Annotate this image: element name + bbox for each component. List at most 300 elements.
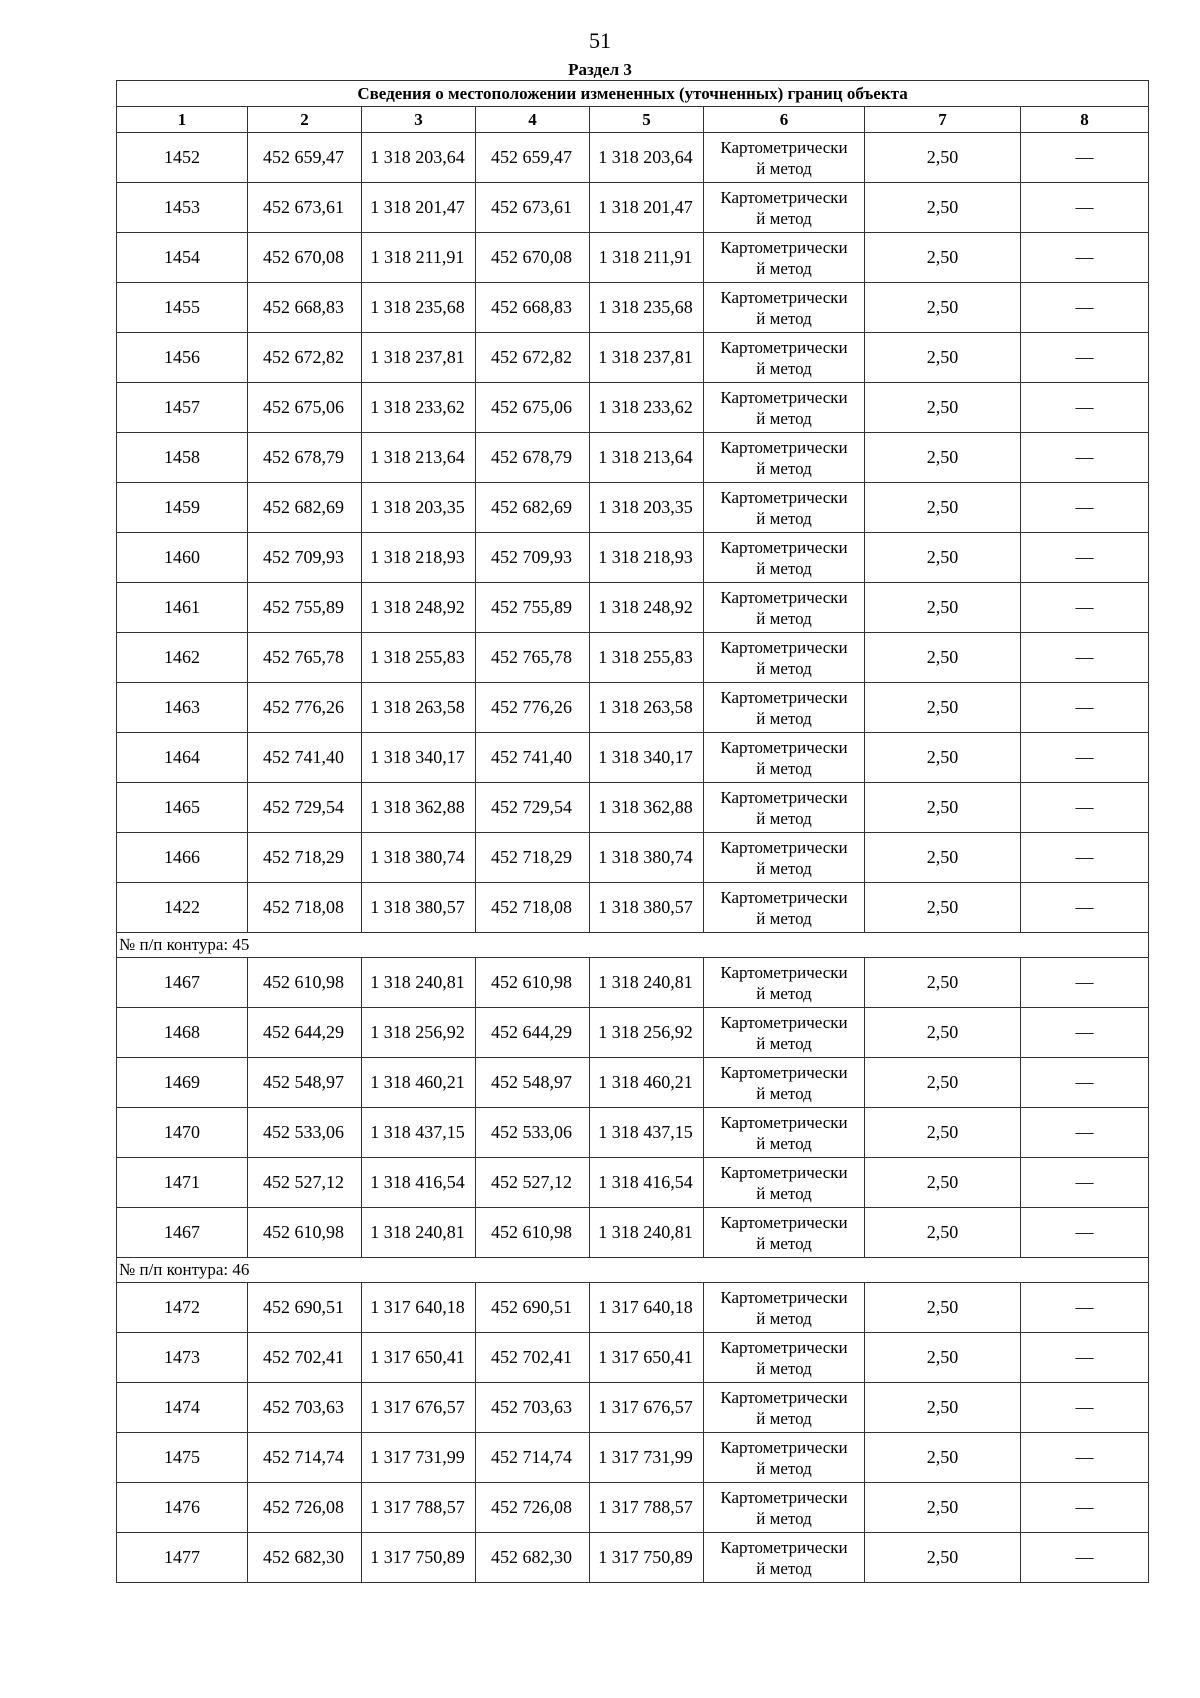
accuracy-cell: 2,50: [865, 733, 1021, 783]
accuracy-cell: 2,50: [865, 1533, 1021, 1583]
refined-x-cell: 452 610,98: [476, 958, 590, 1008]
point-number-cell: 1454: [117, 233, 248, 283]
existing-y-cell: 1 318 201,47: [362, 183, 476, 233]
page-number: 51: [589, 28, 611, 53]
point-number-cell: 1469: [117, 1058, 248, 1108]
table-row: [117, 883, 1149, 933]
point-number-cell: 1474: [117, 1383, 248, 1433]
method-cell: [704, 533, 865, 583]
existing-y-cell: 1 317 750,89: [362, 1533, 476, 1583]
refined-y-cell: 1 318 203,35: [590, 483, 704, 533]
table-row: [117, 483, 1149, 533]
table-row: [117, 633, 1149, 683]
existing-x-cell: 452 682,30: [248, 1533, 362, 1583]
point-number-cell: 1467: [117, 1208, 248, 1258]
description-cell: —: [1021, 1158, 1149, 1208]
section-title: Раздел 3: [568, 60, 632, 79]
method-cell: [704, 583, 865, 633]
refined-y-cell: 1 318 237,81: [590, 333, 704, 383]
point-number-cell: 1462: [117, 633, 248, 683]
method-line-1: Картометрически: [720, 287, 848, 307]
refined-y-cell: 1 318 240,81: [590, 958, 704, 1008]
existing-x-cell: 452 659,47: [248, 133, 362, 183]
description-cell: —: [1021, 1108, 1149, 1158]
method-cell: [704, 283, 865, 333]
method-line-1: Картометрически: [720, 1062, 848, 1082]
method-line-2: й метод: [756, 758, 812, 778]
refined-y-cell: 1 318 380,74: [590, 833, 704, 883]
refined-x-cell: 452 690,51: [476, 1283, 590, 1333]
point-number-cell: 1467: [117, 958, 248, 1008]
description-cell: —: [1021, 783, 1149, 833]
method-line-1: Картометрически: [720, 1337, 848, 1357]
method-line-2: й метод: [756, 1408, 812, 1428]
description-cell: —: [1021, 533, 1149, 583]
column-number: 5: [590, 107, 704, 133]
point-number-cell: 1455: [117, 283, 248, 333]
table-row: [117, 583, 1149, 633]
table-row: [117, 233, 1149, 283]
accuracy-cell: 2,50: [865, 283, 1021, 333]
table-row: [117, 533, 1149, 583]
method-cell: [704, 1158, 865, 1208]
method-line-1: Картометрически: [720, 687, 848, 707]
existing-y-cell: 1 317 731,99: [362, 1433, 476, 1483]
existing-y-cell: 1 318 218,93: [362, 533, 476, 583]
existing-y-cell: 1 318 460,21: [362, 1058, 476, 1108]
existing-y-cell: 1 318 380,74: [362, 833, 476, 883]
column-number: 2: [248, 107, 362, 133]
method-line-1: Картометрически: [720, 487, 848, 507]
existing-x-cell: 452 670,08: [248, 233, 362, 283]
existing-x-cell: 452 765,78: [248, 633, 362, 683]
existing-x-cell: 452 610,98: [248, 958, 362, 1008]
method-line-2: й метод: [756, 1308, 812, 1328]
point-number-cell: 1452: [117, 133, 248, 183]
refined-y-cell: 1 318 233,62: [590, 383, 704, 433]
existing-x-cell: 452 755,89: [248, 583, 362, 633]
point-number-cell: 1470: [117, 1108, 248, 1158]
method-cell: [704, 1008, 865, 1058]
existing-y-cell: 1 318 235,68: [362, 283, 476, 333]
existing-y-cell: 1 318 233,62: [362, 383, 476, 433]
existing-y-cell: 1 318 256,92: [362, 1008, 476, 1058]
method-line-2: й метод: [756, 1033, 812, 1053]
description-cell: —: [1021, 633, 1149, 683]
method-line-1: Картометрически: [720, 437, 848, 457]
method-cell: [704, 833, 865, 883]
existing-y-cell: 1 318 203,64: [362, 133, 476, 183]
method-line-2: й метод: [756, 1458, 812, 1478]
description-cell: —: [1021, 1208, 1149, 1258]
accuracy-cell: 2,50: [865, 1208, 1021, 1258]
accuracy-cell: 2,50: [865, 133, 1021, 183]
method-line-2: й метод: [756, 1133, 812, 1153]
accuracy-cell: 2,50: [865, 583, 1021, 633]
existing-x-cell: 452 690,51: [248, 1283, 362, 1333]
method-line-1: Картометрически: [720, 737, 848, 757]
description-cell: —: [1021, 483, 1149, 533]
table-row: [117, 1533, 1149, 1583]
description-cell: —: [1021, 883, 1149, 933]
existing-x-cell: 452 729,54: [248, 783, 362, 833]
refined-y-cell: 1 317 788,57: [590, 1483, 704, 1533]
description-cell: —: [1021, 233, 1149, 283]
method-line-1: Картометрически: [720, 1487, 848, 1507]
column-number-row: [117, 107, 1149, 133]
accuracy-cell: 2,50: [865, 1433, 1021, 1483]
column-number: 1: [117, 107, 248, 133]
refined-x-cell: 452 675,06: [476, 383, 590, 433]
accuracy-cell: 2,50: [865, 633, 1021, 683]
refined-y-cell: 1 318 340,17: [590, 733, 704, 783]
existing-y-cell: 1 318 240,81: [362, 1208, 476, 1258]
refined-x-cell: 452 703,63: [476, 1383, 590, 1433]
method-cell: [704, 683, 865, 733]
method-line-2: й метод: [756, 1233, 812, 1253]
existing-x-cell: 452 678,79: [248, 433, 362, 483]
table-row: [117, 1058, 1149, 1108]
refined-x-cell: 452 729,54: [476, 783, 590, 833]
method-cell: [704, 1333, 865, 1383]
accuracy-cell: 2,50: [865, 783, 1021, 833]
table-row: [117, 1208, 1149, 1258]
accuracy-cell: 2,50: [865, 433, 1021, 483]
refined-y-cell: 1 318 248,92: [590, 583, 704, 633]
method-line-1: Картометрически: [720, 537, 848, 557]
refined-x-cell: 452 610,98: [476, 1208, 590, 1258]
description-cell: —: [1021, 333, 1149, 383]
point-number-cell: 1459: [117, 483, 248, 533]
method-line-1: Картометрически: [720, 787, 848, 807]
point-number-cell: 1457: [117, 383, 248, 433]
existing-x-cell: 452 718,29: [248, 833, 362, 883]
description-cell: —: [1021, 583, 1149, 633]
refined-x-cell: 452 776,26: [476, 683, 590, 733]
accuracy-cell: 2,50: [865, 1283, 1021, 1333]
point-number-cell: 1472: [117, 1283, 248, 1333]
existing-y-cell: 1 318 213,64: [362, 433, 476, 483]
description-cell: —: [1021, 683, 1149, 733]
accuracy-cell: 2,50: [865, 533, 1021, 583]
method-cell: [704, 183, 865, 233]
point-number-cell: 1473: [117, 1333, 248, 1383]
description-cell: —: [1021, 383, 1149, 433]
point-number-cell: 1464: [117, 733, 248, 783]
refined-x-cell: 452 709,93: [476, 533, 590, 583]
method-cell: [704, 1533, 865, 1583]
table-row: [117, 1383, 1149, 1433]
existing-x-cell: 452 548,97: [248, 1058, 362, 1108]
refined-x-cell: 452 527,12: [476, 1158, 590, 1208]
accuracy-cell: 2,50: [865, 683, 1021, 733]
refined-y-cell: 1 318 235,68: [590, 283, 704, 333]
table-row: [117, 1108, 1149, 1158]
contour-heading-row: [117, 933, 1149, 958]
existing-x-cell: 452 702,41: [248, 1333, 362, 1383]
existing-x-cell: 452 682,69: [248, 483, 362, 533]
refined-y-cell: 1 317 676,57: [590, 1383, 704, 1433]
method-line-2: й метод: [756, 858, 812, 878]
accuracy-cell: 2,50: [865, 233, 1021, 283]
description-cell: —: [1021, 1533, 1149, 1583]
point-number-cell: 1453: [117, 183, 248, 233]
method-cell: [704, 1483, 865, 1533]
refined-x-cell: 452 670,08: [476, 233, 590, 283]
refined-y-cell: 1 318 263,58: [590, 683, 704, 733]
refined-y-cell: 1 318 256,92: [590, 1008, 704, 1058]
existing-y-cell: 1 318 211,91: [362, 233, 476, 283]
table-row: [117, 1008, 1149, 1058]
method-line-2: й метод: [756, 308, 812, 328]
existing-x-cell: 452 672,82: [248, 333, 362, 383]
existing-x-cell: 452 703,63: [248, 1383, 362, 1433]
existing-x-cell: 452 741,40: [248, 733, 362, 783]
refined-y-cell: 1 318 201,47: [590, 183, 704, 233]
refined-x-cell: 452 668,83: [476, 283, 590, 333]
refined-y-cell: 1 317 640,18: [590, 1283, 704, 1333]
accuracy-cell: 2,50: [865, 1383, 1021, 1433]
description-cell: —: [1021, 1008, 1149, 1058]
refined-x-cell: 452 718,08: [476, 883, 590, 933]
method-line-1: Картометрически: [720, 387, 848, 407]
refined-y-cell: 1 318 255,83: [590, 633, 704, 683]
refined-y-cell: 1 318 416,54: [590, 1158, 704, 1208]
method-line-1: Картометрически: [720, 1162, 848, 1182]
contour-label: № п/п контура: 45: [117, 933, 1149, 958]
method-line-2: й метод: [756, 258, 812, 278]
table-row: [117, 283, 1149, 333]
method-line-1: Картометрически: [720, 187, 848, 207]
point-number-cell: 1477: [117, 1533, 248, 1583]
point-number-cell: 1422: [117, 883, 248, 933]
point-number-cell: 1468: [117, 1008, 248, 1058]
method-line-2: й метод: [756, 1183, 812, 1203]
table-row: [117, 333, 1149, 383]
method-line-1: Картометрически: [720, 887, 848, 907]
table-row: [117, 133, 1149, 183]
method-cell: [704, 1433, 865, 1483]
table-row: [117, 1483, 1149, 1533]
table-body: [117, 133, 1149, 1583]
refined-y-cell: 1 318 203,64: [590, 133, 704, 183]
refined-x-cell: 452 755,89: [476, 583, 590, 633]
refined-x-cell: 452 765,78: [476, 633, 590, 683]
table-row: [117, 1158, 1149, 1208]
method-cell: [704, 1383, 865, 1433]
point-number-cell: 1476: [117, 1483, 248, 1533]
method-cell: [704, 958, 865, 1008]
existing-x-cell: 452 527,12: [248, 1158, 362, 1208]
point-number-cell: 1456: [117, 333, 248, 383]
contour-label: № п/п контура: 46: [117, 1258, 1149, 1283]
accuracy-cell: 2,50: [865, 1158, 1021, 1208]
refined-x-cell: 452 682,69: [476, 483, 590, 533]
description-cell: —: [1021, 1483, 1149, 1533]
table-row: [117, 958, 1149, 1008]
method-cell: [704, 1208, 865, 1258]
refined-y-cell: 1 318 218,93: [590, 533, 704, 583]
existing-x-cell: 452 776,26: [248, 683, 362, 733]
existing-y-cell: 1 318 340,17: [362, 733, 476, 783]
refined-x-cell: 452 726,08: [476, 1483, 590, 1533]
description-cell: —: [1021, 1058, 1149, 1108]
method-line-2: й метод: [756, 1083, 812, 1103]
method-line-1: Картометрически: [720, 1012, 848, 1032]
refined-y-cell: 1 318 213,64: [590, 433, 704, 483]
point-number-cell: 1475: [117, 1433, 248, 1483]
refined-y-cell: 1 318 211,91: [590, 233, 704, 283]
accuracy-cell: 2,50: [865, 833, 1021, 883]
description-cell: —: [1021, 133, 1149, 183]
existing-x-cell: 452 726,08: [248, 1483, 362, 1533]
existing-y-cell: 1 318 203,35: [362, 483, 476, 533]
table-row: [117, 783, 1149, 833]
point-number-cell: 1471: [117, 1158, 248, 1208]
existing-x-cell: 452 709,93: [248, 533, 362, 583]
method-line-2: й метод: [756, 983, 812, 1003]
method-line-2: й метод: [756, 408, 812, 428]
method-line-2: й метод: [756, 558, 812, 578]
method-line-2: й метод: [756, 608, 812, 628]
description-cell: —: [1021, 1283, 1149, 1333]
column-number: 4: [476, 107, 590, 133]
refined-y-cell: 1 318 460,21: [590, 1058, 704, 1108]
method-cell: [704, 333, 865, 383]
table-row: [117, 1433, 1149, 1483]
point-number-cell: 1461: [117, 583, 248, 633]
method-cell: [704, 433, 865, 483]
refined-y-cell: 1 317 650,41: [590, 1333, 704, 1383]
method-line-1: Картометрически: [720, 337, 848, 357]
method-line-1: Картометрически: [720, 962, 848, 982]
boundary-coordinates-table: [116, 80, 1149, 1583]
refined-x-cell: 452 718,29: [476, 833, 590, 883]
existing-y-cell: 1 317 650,41: [362, 1333, 476, 1383]
method-line-2: й метод: [756, 708, 812, 728]
method-cell: [704, 733, 865, 783]
method-cell: [704, 633, 865, 683]
refined-x-cell: 452 714,74: [476, 1433, 590, 1483]
method-line-2: й метод: [756, 1358, 812, 1378]
method-line-1: Картометрически: [720, 1387, 848, 1407]
table-row: [117, 183, 1149, 233]
method-cell: [704, 1108, 865, 1158]
accuracy-cell: 2,50: [865, 183, 1021, 233]
refined-x-cell: 452 702,41: [476, 1333, 590, 1383]
table-row: [117, 833, 1149, 883]
point-number-cell: 1458: [117, 433, 248, 483]
existing-x-cell: 452 668,83: [248, 283, 362, 333]
method-cell: [704, 883, 865, 933]
accuracy-cell: 2,50: [865, 958, 1021, 1008]
accuracy-cell: 2,50: [865, 383, 1021, 433]
method-line-1: Картометрически: [720, 1212, 848, 1232]
point-number-cell: 1460: [117, 533, 248, 583]
column-number: 3: [362, 107, 476, 133]
point-number-cell: 1466: [117, 833, 248, 883]
refined-y-cell: 1 317 750,89: [590, 1533, 704, 1583]
existing-x-cell: 452 644,29: [248, 1008, 362, 1058]
method-line-2: й метод: [756, 208, 812, 228]
existing-x-cell: 452 533,06: [248, 1108, 362, 1158]
refined-x-cell: 452 644,29: [476, 1008, 590, 1058]
description-cell: —: [1021, 183, 1149, 233]
refined-x-cell: 452 533,06: [476, 1108, 590, 1158]
accuracy-cell: 2,50: [865, 1333, 1021, 1383]
method-line-1: Картометрически: [720, 237, 848, 257]
method-line-1: Картометрически: [720, 1112, 848, 1132]
method-cell: [704, 483, 865, 533]
method-line-2: й метод: [756, 458, 812, 478]
refined-y-cell: 1 317 731,99: [590, 1433, 704, 1483]
table-row: [117, 683, 1149, 733]
refined-x-cell: 452 682,30: [476, 1533, 590, 1583]
method-cell: [704, 233, 865, 283]
existing-x-cell: 452 675,06: [248, 383, 362, 433]
method-line-2: й метод: [756, 508, 812, 528]
existing-y-cell: 1 317 788,57: [362, 1483, 476, 1533]
accuracy-cell: 2,50: [865, 1058, 1021, 1108]
description-cell: —: [1021, 1433, 1149, 1483]
description-cell: —: [1021, 1333, 1149, 1383]
method-line-1: Картометрически: [720, 1437, 848, 1457]
existing-x-cell: 452 714,74: [248, 1433, 362, 1483]
refined-x-cell: 452 548,97: [476, 1058, 590, 1108]
point-number-cell: 1465: [117, 783, 248, 833]
method-line-2: й метод: [756, 1508, 812, 1528]
refined-y-cell: 1 318 362,88: [590, 783, 704, 833]
existing-y-cell: 1 318 362,88: [362, 783, 476, 833]
description-cell: —: [1021, 433, 1149, 483]
description-cell: —: [1021, 958, 1149, 1008]
refined-y-cell: 1 318 240,81: [590, 1208, 704, 1258]
existing-y-cell: 1 318 255,83: [362, 633, 476, 683]
existing-y-cell: 1 318 248,92: [362, 583, 476, 633]
refined-x-cell: 452 659,47: [476, 133, 590, 183]
accuracy-cell: 2,50: [865, 1483, 1021, 1533]
refined-x-cell: 452 741,40: [476, 733, 590, 783]
description-cell: —: [1021, 733, 1149, 783]
refined-y-cell: 1 318 437,15: [590, 1108, 704, 1158]
method-cell: [704, 383, 865, 433]
accuracy-cell: 2,50: [865, 1108, 1021, 1158]
method-line-1: Картометрически: [720, 837, 848, 857]
description-cell: —: [1021, 283, 1149, 333]
existing-y-cell: 1 318 237,81: [362, 333, 476, 383]
existing-x-cell: 452 673,61: [248, 183, 362, 233]
method-cell: [704, 783, 865, 833]
description-cell: —: [1021, 1383, 1149, 1433]
method-line-1: Картометрически: [720, 637, 848, 657]
table-caption: Сведения о местоположении измененных (уточненных) границ объекта: [117, 81, 1149, 107]
existing-y-cell: 1 318 380,57: [362, 883, 476, 933]
method-cell: [704, 1058, 865, 1108]
table-row: [117, 433, 1149, 483]
table-row: [117, 733, 1149, 783]
existing-x-cell: 452 610,98: [248, 1208, 362, 1258]
point-number-cell: 1463: [117, 683, 248, 733]
existing-y-cell: 1 318 240,81: [362, 958, 476, 1008]
method-line-2: й метод: [756, 158, 812, 178]
refined-y-cell: 1 318 380,57: [590, 883, 704, 933]
accuracy-cell: 2,50: [865, 883, 1021, 933]
existing-y-cell: 1 318 437,15: [362, 1108, 476, 1158]
refined-x-cell: 452 673,61: [476, 183, 590, 233]
column-number: 8: [1021, 107, 1149, 133]
method-line-2: й метод: [756, 1558, 812, 1578]
description-cell: —: [1021, 833, 1149, 883]
